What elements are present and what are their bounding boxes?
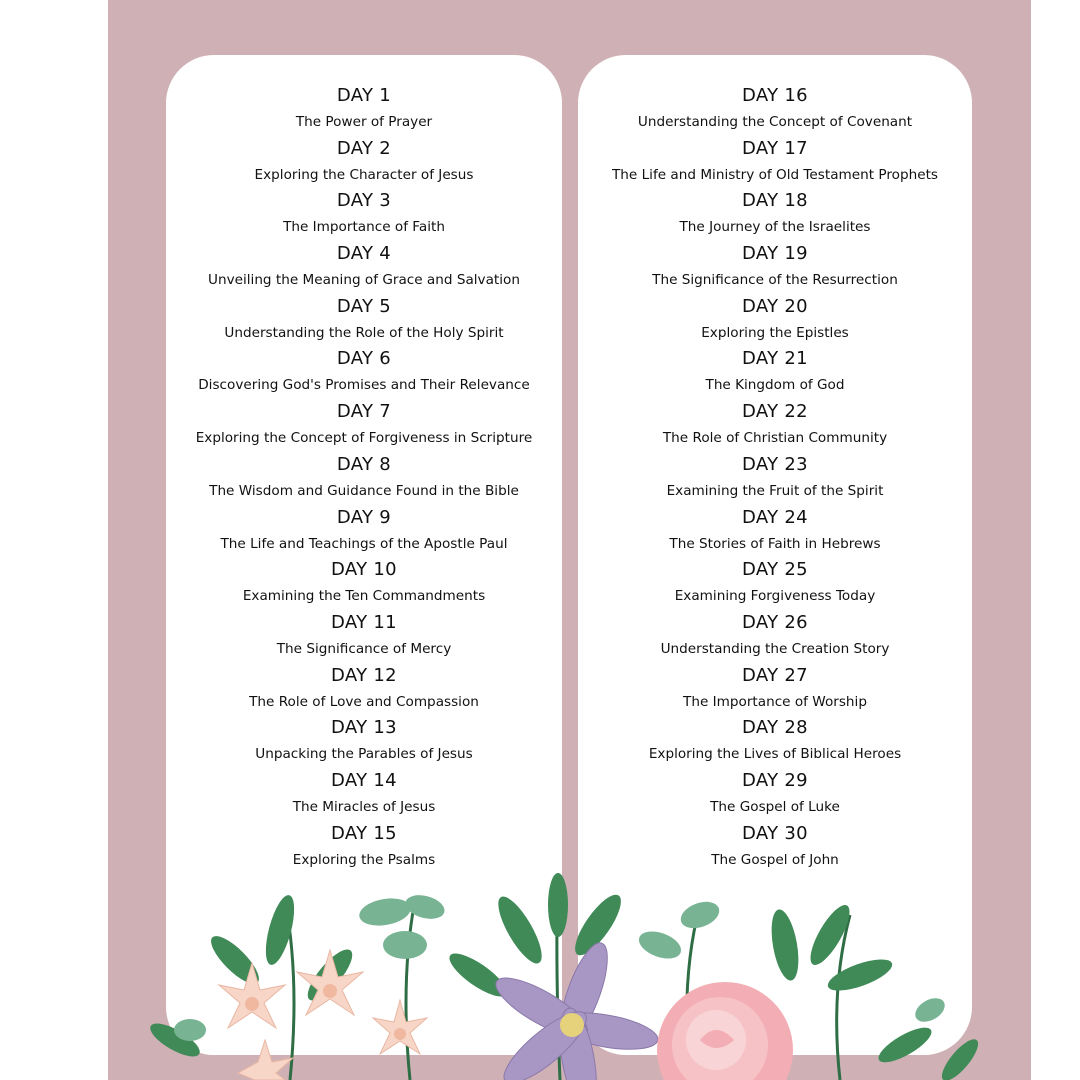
day-label: DAY 18 bbox=[742, 190, 808, 212]
day-entry bbox=[578, 610, 972, 663]
day-label: DAY 4 bbox=[336, 243, 392, 265]
day-label: DAY 14 bbox=[331, 769, 397, 791]
day-topic: Exploring the Epistles bbox=[701, 324, 849, 341]
day-label: DAY 9 bbox=[336, 506, 392, 528]
day-label: DAY 5 bbox=[336, 295, 392, 317]
day-entry bbox=[166, 663, 562, 716]
day-topic: The Role of Christian Community bbox=[662, 430, 888, 447]
day-label: DAY 20 bbox=[742, 295, 808, 317]
day-topic: Understanding the Concept of Covenant bbox=[637, 114, 913, 130]
day-label: DAY 30 bbox=[742, 822, 808, 844]
day-entry bbox=[578, 188, 972, 241]
day-entry bbox=[578, 136, 972, 189]
day-topic: Understanding the Creation Story bbox=[660, 640, 890, 657]
day-topic: The Kingdom of God bbox=[705, 377, 845, 394]
day-topic: Exploring the Lives of Biblical Heroes bbox=[648, 746, 902, 763]
day-entry bbox=[166, 821, 562, 874]
day-entry bbox=[578, 241, 972, 294]
day-topic: The Significance of the Resurrection bbox=[652, 272, 898, 289]
day-topic: Examining the Fruit of the Spirit bbox=[666, 482, 884, 499]
day-entry bbox=[578, 768, 972, 821]
day-topic: The Miracles of Jesus bbox=[292, 798, 436, 815]
day-label: DAY 17 bbox=[742, 137, 808, 159]
day-topic: The Journey of the Israelites bbox=[679, 219, 871, 236]
day-topic: The Importance of Worship bbox=[683, 693, 867, 710]
day-topic: Exploring the Psalms bbox=[292, 851, 436, 868]
day-entry bbox=[578, 505, 972, 558]
day-entry bbox=[166, 294, 562, 347]
day-label: DAY 26 bbox=[742, 611, 808, 633]
day-entry bbox=[166, 136, 562, 189]
day-entry bbox=[166, 83, 562, 136]
day-list-right bbox=[578, 83, 972, 873]
day-label: DAY 28 bbox=[742, 717, 808, 739]
day-topic: The Life and Ministry of Old Testament Prophets bbox=[612, 166, 938, 183]
day-label: DAY 27 bbox=[742, 664, 808, 686]
day-topic: Understanding the Role of the Holy Spirit bbox=[224, 324, 504, 341]
day-label: DAY 19 bbox=[742, 243, 808, 265]
day-entry bbox=[578, 346, 972, 399]
day-label: DAY 29 bbox=[742, 769, 808, 791]
day-label: DAY 25 bbox=[742, 559, 808, 581]
day-entry bbox=[578, 294, 972, 347]
day-label: DAY 6 bbox=[336, 348, 392, 370]
day-label: DAY 2 bbox=[336, 137, 392, 159]
day-topic: The Wisdom and Guidance Found in the Bible bbox=[209, 482, 519, 499]
day-topic: Exploring the Concept of Forgiveness in Scripture bbox=[195, 430, 533, 447]
day-topic: Examining Forgiveness Today bbox=[674, 588, 876, 605]
day-label: DAY 12 bbox=[331, 664, 397, 686]
day-entry bbox=[578, 715, 972, 768]
day-topic: Examining the Ten Commandments bbox=[242, 588, 486, 605]
day-topic: The Significance of Mercy bbox=[276, 640, 452, 657]
day-label: DAY 15 bbox=[331, 822, 397, 844]
day-entry bbox=[578, 663, 972, 716]
day-topic: Unveiling the Meaning of Grace and Salvation bbox=[208, 272, 520, 289]
day-entry bbox=[166, 557, 562, 610]
day-topic: Unpacking the Parables of Jesus bbox=[255, 746, 473, 763]
day-topic: Exploring the Character of Jesus bbox=[254, 166, 474, 183]
day-entry bbox=[578, 452, 972, 505]
day-entry bbox=[166, 768, 562, 821]
day-label: DAY 1 bbox=[336, 85, 392, 106]
day-topic: The Life and Teachings of the Apostle Paul bbox=[220, 535, 508, 552]
day-label: DAY 11 bbox=[331, 611, 397, 633]
day-label: DAY 7 bbox=[336, 401, 392, 423]
day-entry bbox=[166, 452, 562, 505]
day-topic: The Role of Love and Compassion bbox=[249, 693, 479, 710]
day-entry bbox=[166, 505, 562, 558]
day-entry bbox=[166, 715, 562, 768]
day-entry bbox=[166, 346, 562, 399]
day-label: DAY 24 bbox=[742, 506, 808, 528]
day-entry bbox=[578, 83, 972, 136]
day-entry bbox=[166, 610, 562, 663]
day-entry bbox=[166, 241, 562, 294]
day-label: DAY 13 bbox=[331, 717, 397, 739]
day-label: DAY 23 bbox=[742, 453, 808, 475]
day-label: DAY 22 bbox=[742, 401, 808, 423]
day-entry bbox=[166, 188, 562, 241]
day-entry bbox=[578, 821, 972, 874]
day-label: DAY 16 bbox=[742, 85, 808, 106]
day-entry bbox=[166, 399, 562, 452]
day-label: DAY 8 bbox=[336, 453, 392, 475]
day-topic: The Stories of Faith in Hebrews bbox=[669, 535, 881, 552]
day-entry bbox=[578, 399, 972, 452]
day-list-left bbox=[166, 83, 562, 873]
day-label: DAY 10 bbox=[331, 559, 397, 581]
day-card-right bbox=[578, 55, 972, 1055]
day-label: DAY 21 bbox=[742, 348, 808, 370]
day-topic: The Importance of Faith bbox=[283, 219, 445, 236]
day-label: DAY 3 bbox=[336, 190, 392, 212]
day-entry bbox=[578, 557, 972, 610]
day-topic: The Power of Prayer bbox=[295, 114, 433, 130]
day-topic: The Gospel of John bbox=[711, 851, 839, 868]
day-topic: The Gospel of Luke bbox=[710, 798, 840, 815]
day-card-left bbox=[166, 55, 562, 1055]
day-topic: Discovering God's Promises and Their Relevance bbox=[198, 377, 530, 394]
